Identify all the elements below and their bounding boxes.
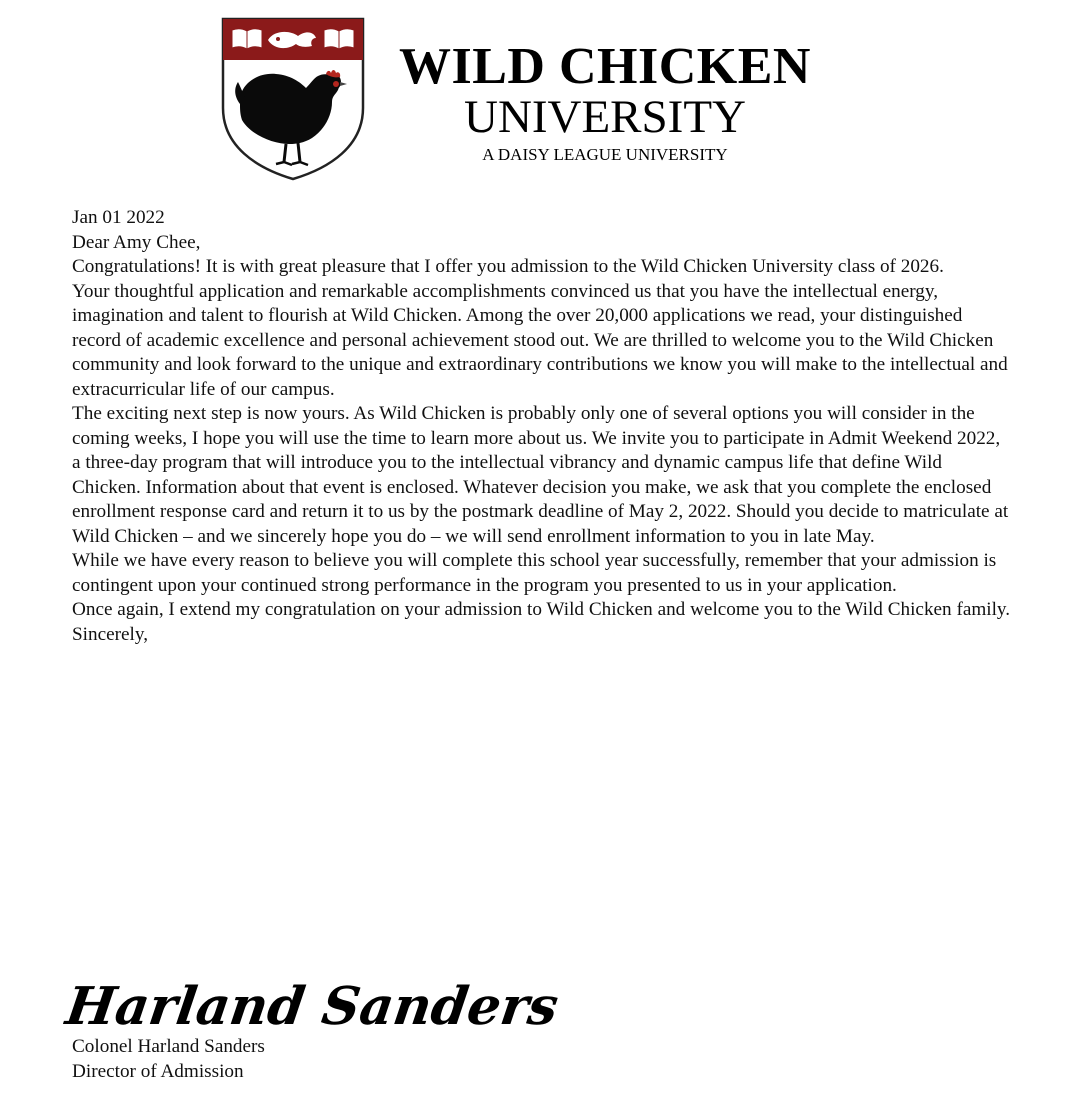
signer-name: Colonel Harland Sanders	[72, 1036, 265, 1057]
paragraph-congratulations: Congratulations! It is with great pleasure that I offer you admission to the Wild Chicken University class of 2026.	[72, 256, 944, 277]
paragraph-next-steps: The exciting next step is now yours. As Wild Chicken is probably only one of several options you will consider in the coming weeks, I hope you will use the time to learn more about us. We invite you to participate in Admit Weekend 2022, a three-day program that will introduce you to the intellectual vibrancy and dynamic campus life that define Wild Chicken. Information about that event is enclosed. Whatever decision you make, we ask that you complete the enclosed enrollment response card and return it to us by the postmark deadline of May 2, 2022. Should you decide to matriculate at Wild Chicken – and we sincerely hope you do – we will send enrollment information to you in late May.	[72, 403, 1009, 547]
letter-date: Jan 01 2022	[72, 207, 165, 228]
university-name: WILD CHICKEN	[399, 38, 811, 95]
paragraph-accomplishments: Your thoughtful application and remarkable accomplishments convinced us that you have the intellectual energy, imagination and talent to flourish at Wild Chicken. Among the over 20,000 applications we read, your distinguished record of academic excellence and personal achievement stood out. We are thrilled to welcome you to the Wild Chicken community and look forward to the unique and extraordinary contributions we know you will make to the intellectual and extracurricular life of our campus.	[72, 280, 1008, 400]
letter-body	[72, 206, 1012, 647]
signer-title: Director of Admission	[72, 1060, 244, 1082]
paragraph-welcome: Once again, I extend my congratulation on your admission to Wild Chicken and welcome you to the Wild Chicken family.	[72, 599, 1011, 620]
chicken-crest-icon	[220, 16, 366, 182]
closing: Sincerely,	[72, 623, 149, 645]
salutation: Dear Amy Chee,	[72, 231, 201, 253]
signer-block	[72, 1035, 265, 1084]
letterhead	[220, 16, 840, 186]
university-wordmark	[370, 38, 840, 166]
university-word: UNIVERSITY	[464, 91, 746, 143]
paragraph-contingency: While we have every reason to believe you will complete this school year successfully, remember that your admission is contingent upon your continued strong performance in the program you presented to us in your application.	[72, 550, 997, 596]
handwritten-signature	[62, 968, 562, 1040]
svg-text:Harland Sanders: Harland Sanders	[62, 976, 562, 1037]
university-tagline: A DAISY LEAGUE UNIVERSITY	[482, 145, 728, 164]
